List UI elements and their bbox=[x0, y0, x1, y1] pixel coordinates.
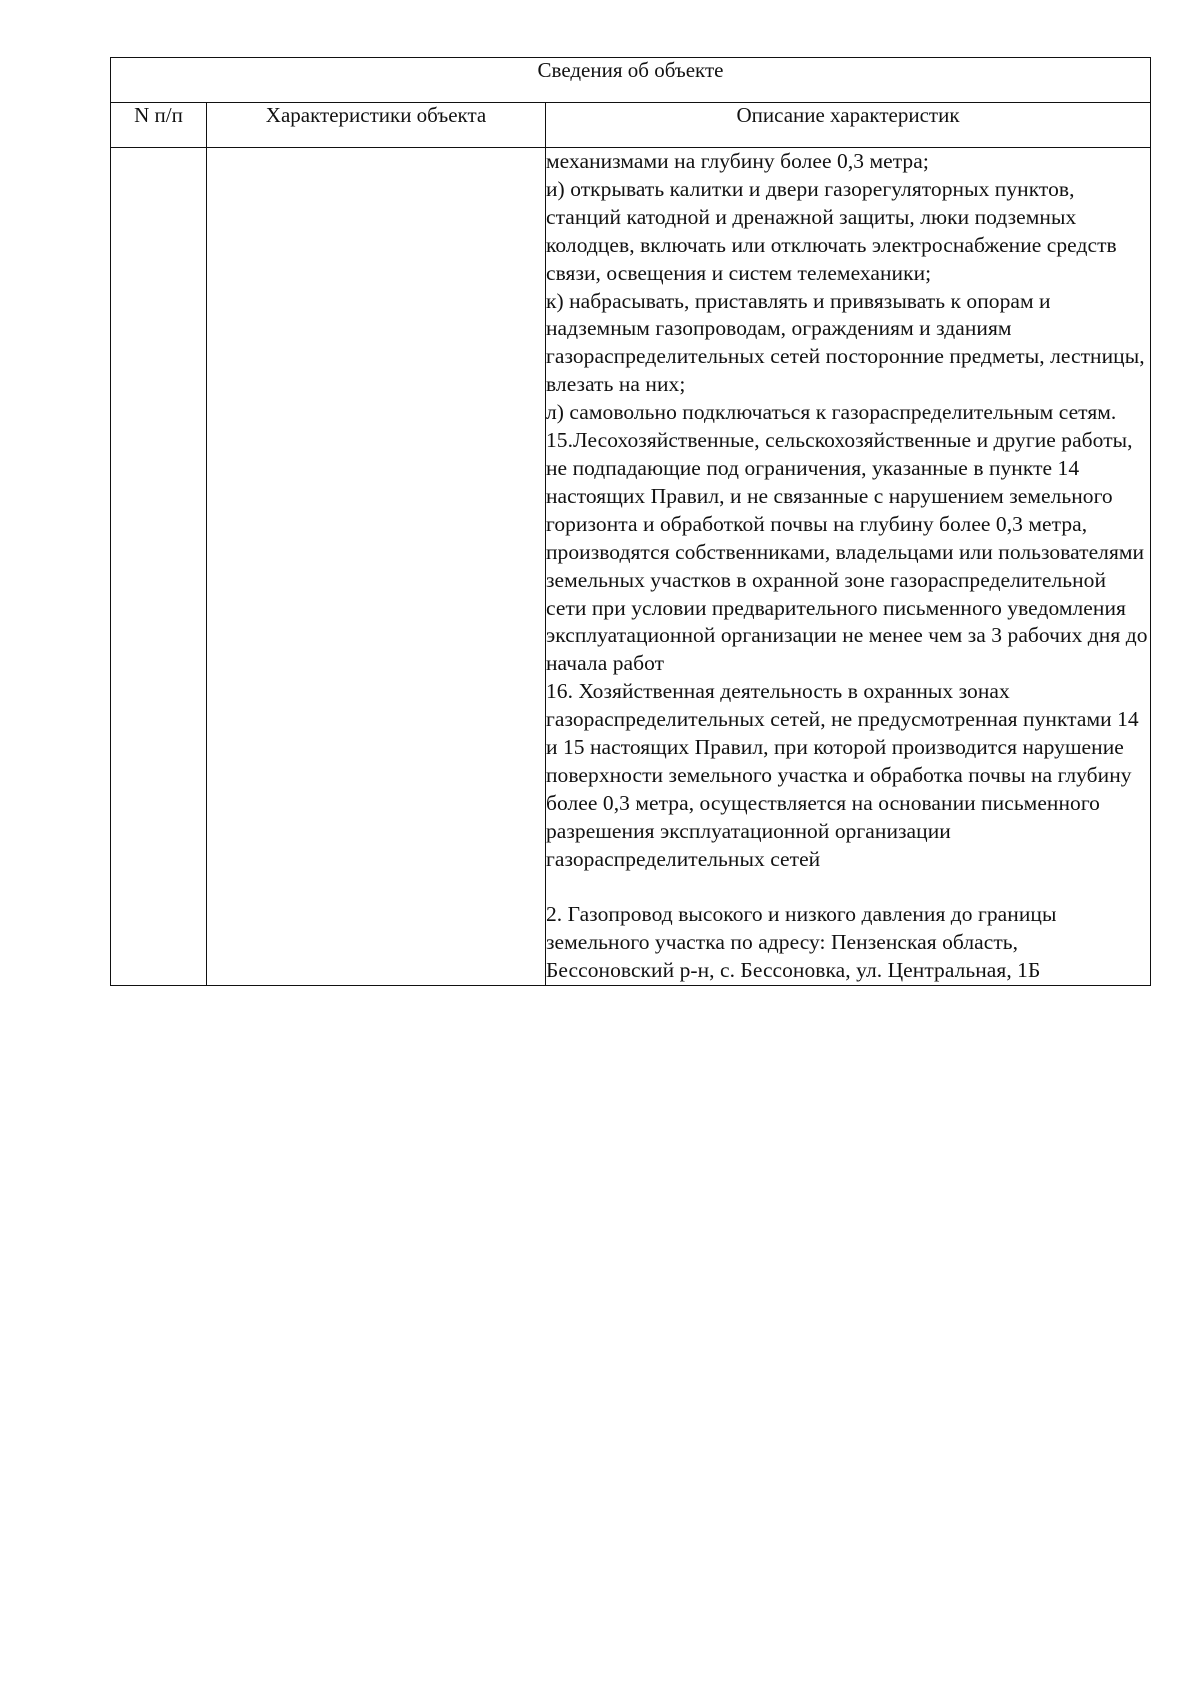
table-row bbox=[111, 148, 1151, 986]
description-paragraph: л) самовольно подключаться к газораспределительным сетям. bbox=[546, 400, 1117, 425]
paragraph-spacer bbox=[546, 874, 1150, 902]
header-description: Описание характеристик bbox=[546, 103, 1151, 148]
table-header-row bbox=[111, 103, 1151, 148]
row-description-cell bbox=[546, 148, 1151, 986]
object-info-table bbox=[110, 57, 1151, 986]
row-number-cell bbox=[111, 148, 207, 986]
row-characteristic-cell bbox=[207, 148, 546, 986]
table-title-row bbox=[111, 58, 1151, 103]
description-paragraph: и) открывать калитки и двери газорегуляторных пунктов, станций катодной и дренажной защиты, люки подземных колодцев, включать или отключать электроснабжение средств связи, освещения и систем телемеханики; bbox=[546, 176, 1117, 285]
description-paragraph: 16. Хозяйственная деятельность в охранных зонах газораспределительных сетей, не предусмотренная пунктами 14 и 15 настоящих Правил, при которой производится нарушение поверхности земельного участка и обработка почвы на глубину более 0,3 метра, осуществляется на основании письменного разрешения эксплуатационной организации газораспределительных сетей bbox=[546, 679, 1139, 871]
header-number: N п/п bbox=[111, 103, 207, 148]
header-characteristics: Характеристики объекта bbox=[207, 103, 546, 148]
description-paragraph: к) набрасывать, приставлять и привязывать к опорам и надземным газопроводам, ограждениям и зданиям газораспределительных сетей посторонние предметы, лестницы, влезать на них; bbox=[546, 288, 1145, 397]
table-title: Сведения об объекте bbox=[111, 58, 1151, 103]
description-paragraph: 2. Газопровод высокого и низкого давления до границы земельного участка по адресу: Пензенская область, Бессоновский р-н, с. Бессоновка, ул. Центральная, 1Б bbox=[546, 902, 1057, 983]
description-paragraph: 15.Лесохозяйственные, сельскохозяйственные и другие работы, не подпадающие под ограничения, указанные в пункте 14 настоящих Правил, и не связанные с нарушением земельного горизонта и обработкой почвы на глубину более 0,3 метра, производятся собственниками, владельцами или пользователями земельных участков в охранной зоне газораспределительной сети при условии предварительного письменного уведомления эксплуатационной организации не менее чем за 3 рабочих дня до начала работ bbox=[546, 428, 1148, 676]
description-paragraph: механизмами на глубину более 0,3 метра; bbox=[546, 149, 929, 173]
